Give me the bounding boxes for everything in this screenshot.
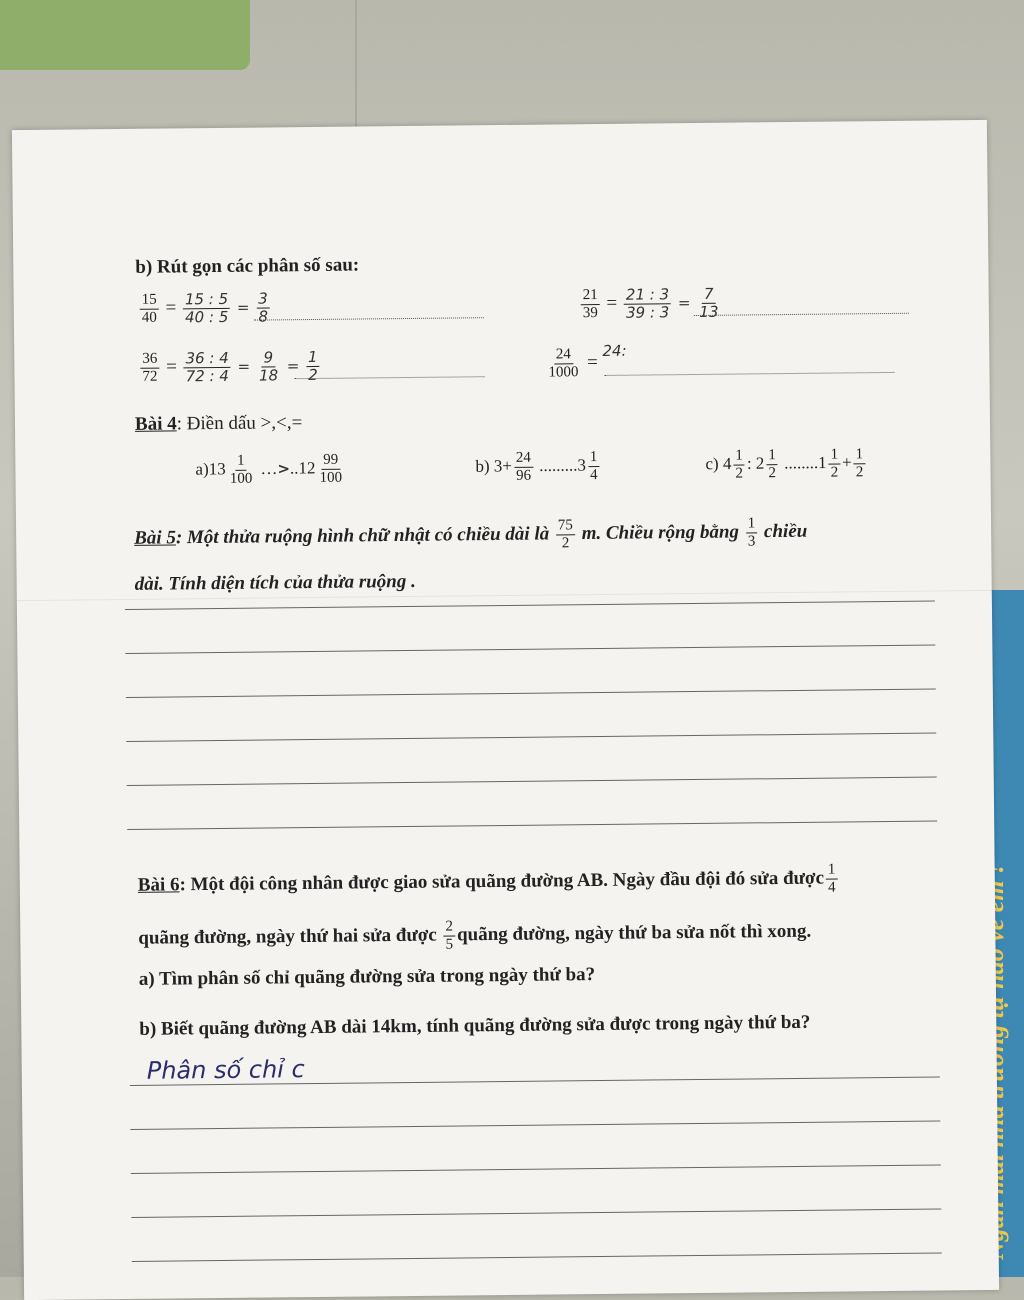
answer-line: [132, 1252, 942, 1261]
fraction-item-4: $\frac{24}{1000}$ = $^{24:}$: [548, 341, 627, 381]
bai4-item-b: b) 3+ $\frac{24}{96}$ .........3 $\frac{1}{4}$: [475, 449, 598, 484]
worksheet-paper: [12, 120, 999, 1300]
bai5-line1: Bài 5: Một thửa ruộng hình chữ nhật có chiều dài là $\frac{75}{2}$ m. Chiều rộng bằng $\frac{1}{3}$ chiều: [134, 515, 808, 552]
answer-line: [125, 644, 935, 653]
answer-line: [130, 1120, 940, 1129]
answer-line: [131, 1208, 941, 1217]
bai5-line2: dài. Tính diện tích của thửa ruộng .: [134, 570, 416, 595]
answer-line: [127, 776, 937, 785]
answer-line: [125, 600, 935, 609]
bai4-item-c: c) 4 $\frac{1}{2}$ : 2 $\frac{1}{2}$ ........1 $\frac{1}{2}$ + $\frac{1}{2}$: [705, 446, 864, 482]
bai6-line2: quãng đường, ngày thứ hai sửa được $\frac{2}{5}$ quãng đường, ngày thứ ba sửa nốt thì xong.: [138, 918, 812, 953]
fraction-item-3: $\frac{36}{72}$ = $\frac{36 : 4}{72 : 4}$ = $\frac{9}{18}$ = $\frac{1}{2}$: [142, 347, 318, 386]
bai4-item-a: a)13 $\frac{1}{100}$ …>..12 $\frac{99}{100}$: [195, 451, 343, 487]
answer-line: [126, 732, 936, 741]
fraction-item-1: $\frac{15}{40}$ = $\frac{15 : 5}{40 : 5}$ = $\frac{3}{8}$: [141, 289, 269, 327]
bai6-line1: Bài 6: Một đội công nhân được giao sửa quãng đường AB. Ngày đầu đội đó sửa được $\frac{1}{4}$: [137, 861, 836, 896]
answer-line: [127, 820, 937, 829]
answer-line: [131, 1164, 941, 1173]
answer-line: [126, 688, 936, 697]
fraction-item-2: $\frac{21}{39}$ = $\frac{21 : 3}{39 : 3}$ = $\frac{7}{13}$: [582, 284, 719, 322]
bai6-question-b: b) Biết quãng đường AB dài 14km, tính quãng đường sửa được trong ngày thứ ba?: [139, 1011, 811, 1040]
part-b-heading: b) Rút gọn các phân số sau:: [135, 254, 360, 278]
background-green-tile: [0, 0, 250, 70]
bai4-heading: Bài 4: Điền dấu >,<,=: [134, 412, 303, 435]
handwritten-answer: Phân số chỉ c: [146, 1055, 305, 1085]
background-seam: [355, 0, 357, 130]
bai6-question-a: a) Tìm phân số chỉ quãng đường sửa trong ngày thứ ba?: [138, 964, 596, 990]
